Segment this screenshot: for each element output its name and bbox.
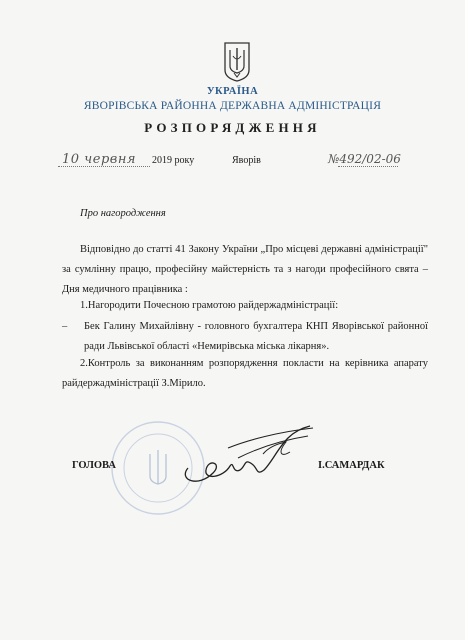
body-paragraph-1: Відповідно до статті 41 Закону України „Про місцеві державні адміністрації" за сумлінну працю, професійну майстерність та з нагоди професійного свята – Дня медичного працівника : [62,244,428,295]
number-handwritten: 492/02-06 [339,152,401,166]
document-type-heading: РОЗПОРЯДЖЕННЯ [144,120,321,135]
signatory-name: І.САМАРДАК [318,460,385,471]
signatory-title: ГОЛОВА [72,460,116,471]
country-heading: УКРАЇНА [206,86,259,97]
list-dash: – [62,321,68,332]
date-underline [58,166,150,167]
body-item-1: 1.Нагородити Почесною грамотою райдержадміністрації: [80,300,339,311]
body-item-2: 2.Контроль за виконанням розпорядження покласти на керівника апарату райдержадміністрації З.Мірило. [62,358,428,389]
document-subject: Про нагородження [80,208,166,219]
trident-emblem-icon [222,40,252,82]
place-name: Яворів [232,155,261,166]
nominee-entry [62,317,428,357]
date-handwritten: 10 червня [62,152,137,167]
number-underline [338,166,398,167]
administration-heading: ЯВОРІВСЬКА РАЙОННА ДЕРЖАВНА АДМІНІСТРАЦІЯ [83,100,382,112]
handwritten-signature [168,418,318,490]
nominee-text: Бек Галину Михайлівну - головного бухгалтера КНП Яворівської районної ради Львівської області «Немирівська міська лікарня». [84,321,428,352]
number-prefix: № [328,152,340,166]
date-year: 2019 року [152,155,195,166]
document-number [328,152,401,166]
